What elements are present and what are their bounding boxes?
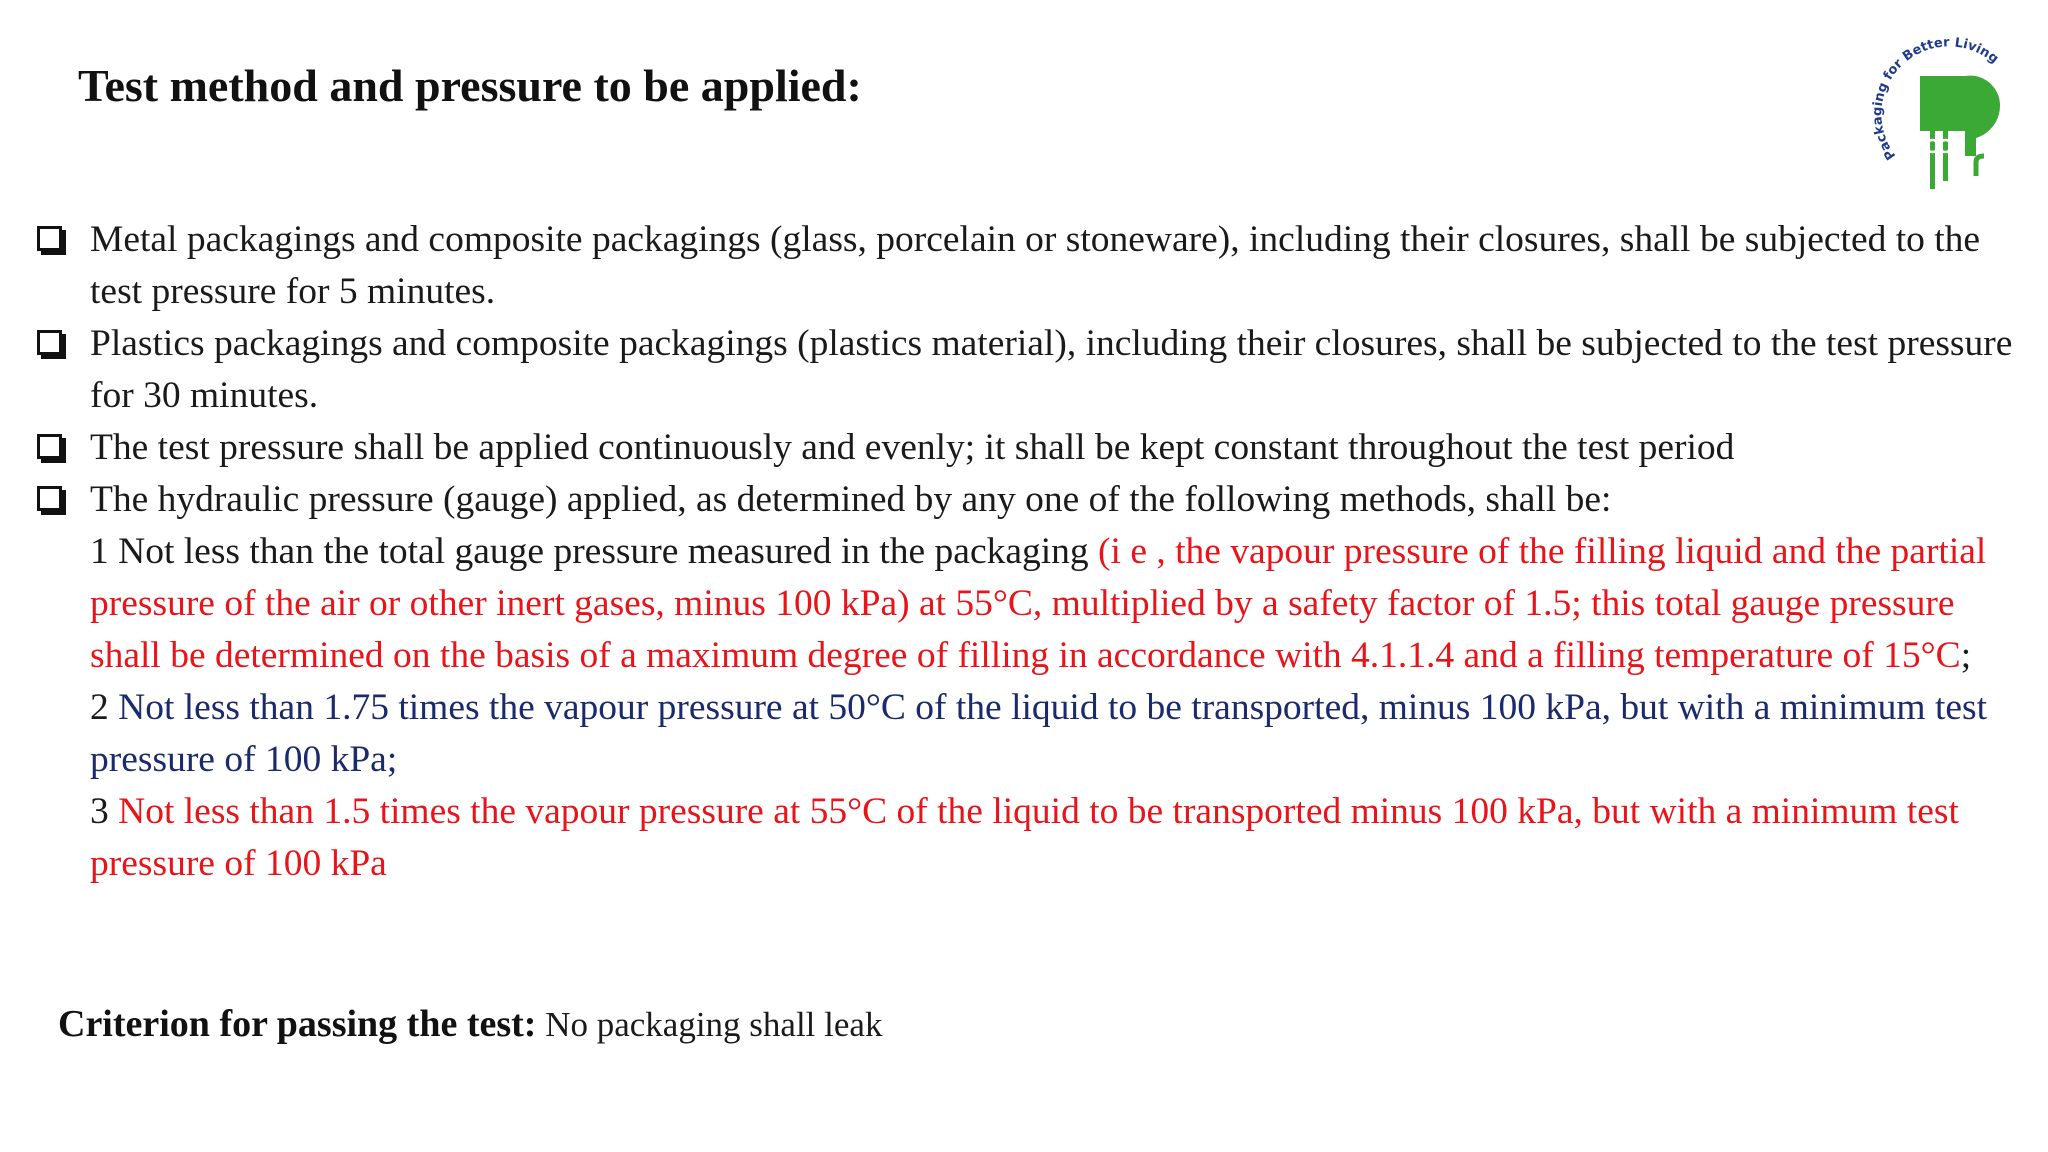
criterion-value: No packaging shall leak <box>536 1005 883 1044</box>
method-2 <box>90 682 2024 786</box>
logo-mark: iip <box>1870 28 1872 29</box>
bullet-item-plastics <box>34 318 2024 422</box>
iip-logo <box>1870 28 2020 208</box>
method-1-number: 1 <box>90 531 119 572</box>
method-1 <box>90 526 2024 682</box>
method-1-lead: Not less than the total gauge pressure measured in the packaging <box>118 531 1099 572</box>
method-3 <box>90 786 2024 890</box>
bullet-item-continuous <box>34 422 2024 474</box>
checkbox-bullet-icon <box>37 330 62 355</box>
criterion-line <box>58 998 882 1051</box>
bullet-text: The test pressure shall be applied continuously and evenly; it shall be kept constant throughout the test period <box>90 427 1735 468</box>
method-2-number: 2 <box>90 687 119 728</box>
method-3-number: 3 <box>90 791 119 832</box>
criterion-label: Criterion for passing the test: <box>58 1003 537 1045</box>
slide-title: Test method and pressure to be applied: <box>78 60 862 111</box>
bullet-list <box>34 214 2024 890</box>
checkbox-bullet-icon <box>37 434 62 459</box>
bullet-text: Metal packagings and composite packagings (glass, porcelain or stoneware), including their closures, shall be subjected to the test pressure for 5 minutes. <box>90 219 1981 312</box>
bullet-item-hydraulic <box>34 474 2024 890</box>
checkbox-bullet-icon <box>37 226 62 251</box>
method-2-text: Not less than 1.75 times the vapour pressure at 50°C of the liquid to be transported, minus 100 kPa, but with a minimum test pressure of 100 kPa; <box>90 687 1988 780</box>
method-1-tail: ; <box>1960 635 1972 676</box>
method-3-text: Not less than 1.5 times the vapour pressure at 55°C of the liquid to be transported minus 100 kPa, but with a minimum test pressure of 100 kPa <box>90 791 1959 884</box>
checkbox-bullet-icon <box>37 486 62 511</box>
bullet-text: Plastics packagings and composite packagings (plastics material), including their closures, shall be subjected to the test pressure for 30 minutes. <box>90 323 2013 416</box>
method-1-highlight: (i e , the vapour pressure of the filling liquid and the partial pressure of the air or other inert gases, minus 100 kPa) at 55°C, multiplied by a safety factor of 1.5; this total gauge pressure shall be determined on the basis of a maximum degree of filling in accordance with 4.1.1.4 and a filling temperature of 15°C <box>90 531 1987 676</box>
bullet-text: The hydraulic pressure (gauge) applied, as determined by any one of the following methods, shall be: <box>90 479 1612 520</box>
bullet-item-metal <box>34 214 2024 318</box>
logo-tagline: Packaging for Better Living <box>1870 35 2002 163</box>
